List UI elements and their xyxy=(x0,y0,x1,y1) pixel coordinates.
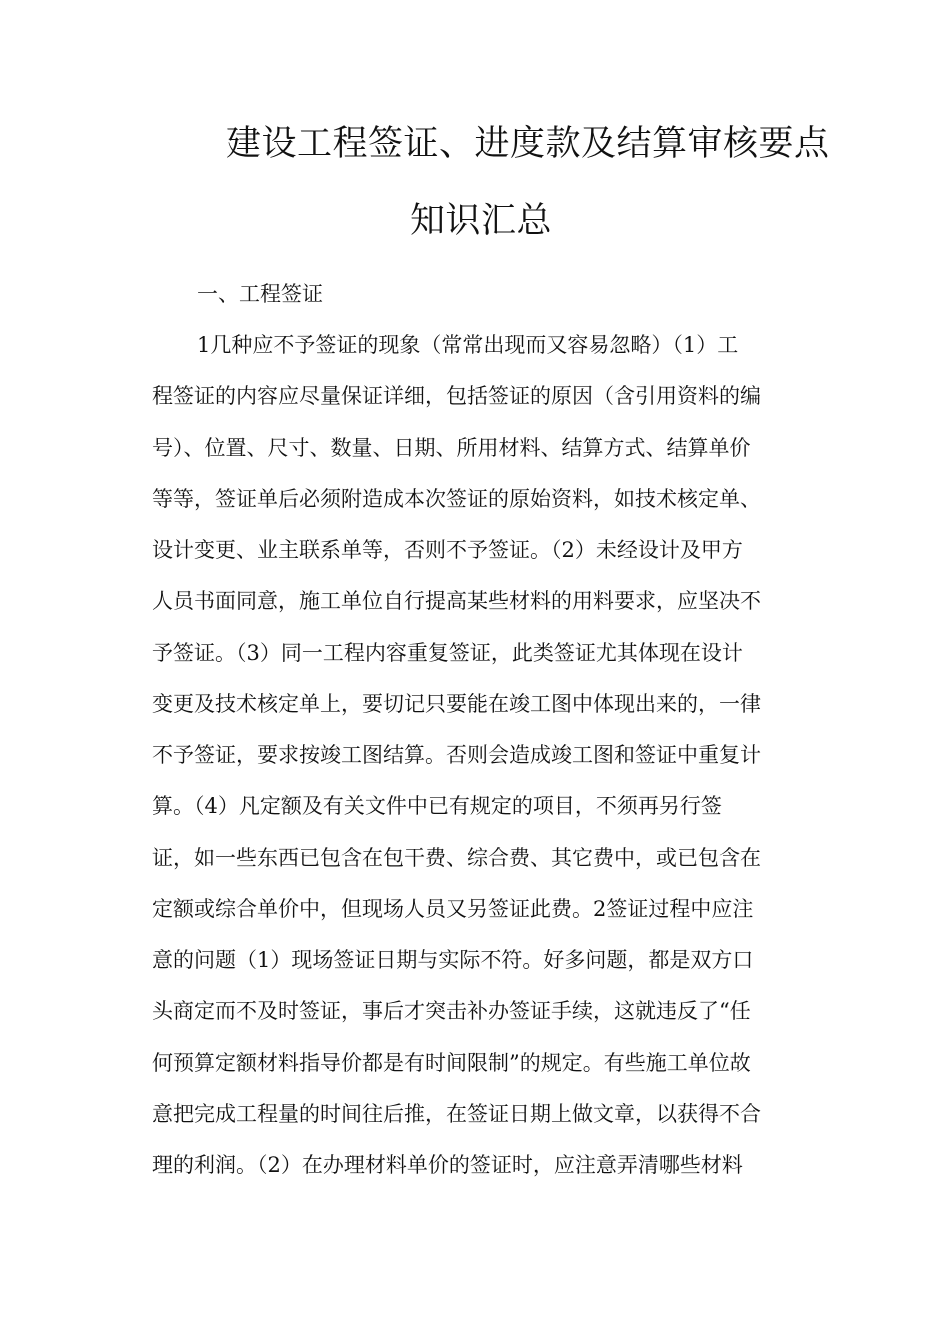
paragraph-line: 意把完成工程量的时间往后推，在签证日期上做文章，以获得不合 xyxy=(152,1102,761,1126)
document-title-line-2: 知识汇总 xyxy=(410,201,553,241)
paragraph-line: 1几种应不予签证的现象（常常出现而又容易忽略）（1）工 xyxy=(197,333,739,357)
section-heading: 一、工程签证 xyxy=(197,282,323,306)
paragraph-line: 意的问题（1）现场签证日期与实际不符。好多问题，都是双方口 xyxy=(152,948,754,972)
paragraph-line: 程签证的内容应尽量保证详细，包括签证的原因（含引用资料的编 xyxy=(152,384,761,408)
paragraph-line: 理的利润。（2）在办理材料单价的签证时，应注意弄清哪些材料 xyxy=(152,1153,743,1177)
paragraph-line: 定额或综合单价中，但现场人员又另签证此费。2签证过程中应注 xyxy=(152,897,754,921)
paragraph-line: 人员书面同意，施工单位自行提高某些材料的用料要求，应坚决不 xyxy=(152,589,761,613)
paragraph-line: 号）、位置、尺寸、数量、日期、所用材料、结算方式、结算单价 xyxy=(152,436,751,460)
paragraph-line: 等等，签证单后必须附造成本次签证的原始资料，如技术核定单、 xyxy=(152,487,761,511)
paragraph-line: 头商定而不及时签证，事后才突击补办签证手续，这就违反了“任 xyxy=(152,999,751,1023)
paragraph-line: 变更及技术核定单上，要切记只要能在竣工图中体现出来的，一律 xyxy=(152,692,761,716)
document-title-line-1: 建设工程签证、进度款及结算审核要点 xyxy=(226,124,830,164)
paragraph-line: 何预算定额材料指导价都是有时间限制”的规定。有些施工单位故 xyxy=(152,1051,751,1075)
paragraph-line: 算。（4）凡定额及有关文件中已有规定的项目，不须再另行签 xyxy=(152,794,722,818)
paragraph-line: 不予签证，要求按竣工图结算。否则会造成竣工图和签证中重复计 xyxy=(152,743,761,767)
paragraph-line: 予签证。（3）同一工程内容重复签证，此类签证尤其体现在设计 xyxy=(152,641,743,665)
paragraph-line: 证，如一些东西已包含在包干费、综合费、其它费中，或已包含在 xyxy=(152,846,761,870)
paragraph-line: 设计变更、业主联系单等，否则不予签证。（2）未经设计及甲方 xyxy=(152,538,743,562)
